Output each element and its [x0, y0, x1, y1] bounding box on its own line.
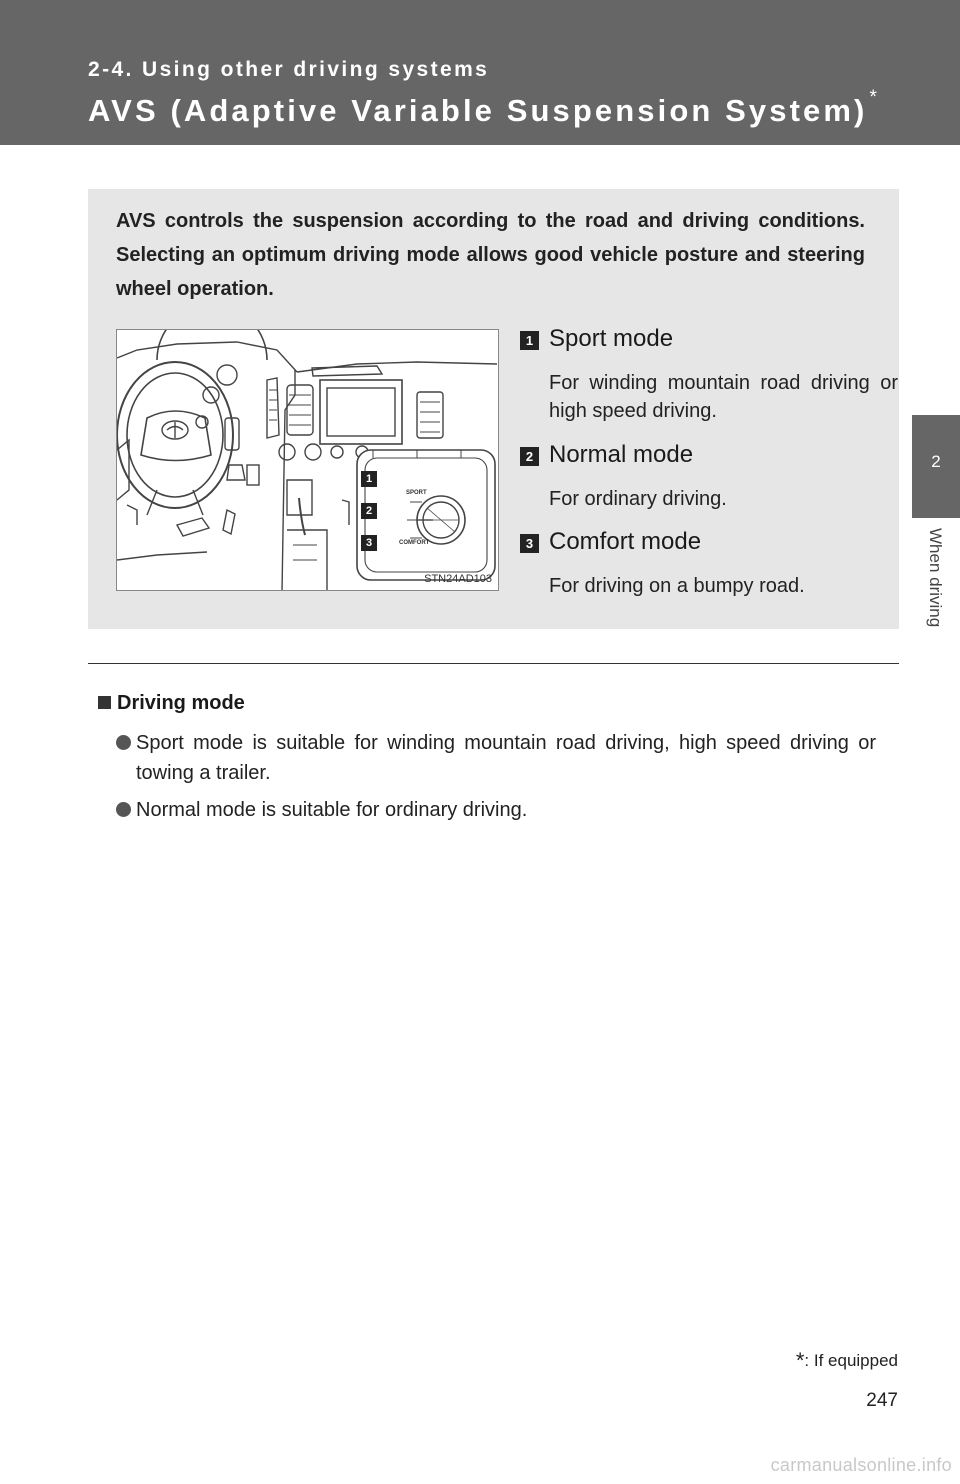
mode-title-normal: Normal mode	[549, 441, 694, 468]
dial-label-comfort: COMFORT	[399, 540, 430, 546]
page-title-text: AVS (Adaptive Variable Suspension System)	[88, 93, 868, 128]
page-title	[88, 87, 877, 129]
chapter-tab[interactable]	[912, 415, 960, 518]
mode-number-1: 1	[520, 331, 539, 350]
page-header	[0, 0, 960, 145]
figure-code: STN24AD103	[424, 573, 492, 585]
bullet-dot-icon	[116, 735, 131, 750]
dial-label-sport: SPORT	[406, 490, 427, 496]
bullet-item	[116, 795, 876, 825]
section-divider	[88, 663, 899, 664]
bullet-dot-icon	[116, 802, 131, 817]
page-number: 247	[866, 1390, 898, 1411]
driving-mode-heading-text: Driving mode	[117, 692, 245, 714]
mode-number-3: 3	[520, 534, 539, 553]
callout-3: 3	[361, 535, 377, 551]
title-asterisk: *	[869, 87, 877, 108]
footnote-asterisk: *	[795, 1348, 805, 1373]
chapter-label: When driving	[926, 528, 945, 628]
mode-desc-comfort: For driving on a bumpy road.	[549, 575, 805, 597]
dashboard-figure	[116, 329, 499, 591]
bullet-text: Normal mode is suitable for ordinary driving.	[136, 799, 528, 821]
bullet-text: Sport mode is suitable for winding mountain road driving, high speed driving or towing a trailer.	[136, 732, 876, 784]
section-label: 2-4. Using other driving systems	[88, 58, 490, 81]
info-box	[88, 189, 899, 629]
watermark: carmanualsonline.info	[770, 1455, 952, 1475]
footnote-text: : If equipped	[804, 1351, 898, 1370]
dashboard-illustration	[117, 330, 499, 591]
mode-title-comfort: Comfort mode	[549, 528, 702, 555]
mode-desc-sport: For winding mountain road driving or high speed driving.	[549, 372, 898, 422]
square-bullet-icon	[98, 696, 111, 709]
mode-number-2: 2	[520, 447, 539, 466]
mode-desc-normal: For ordinary driving.	[549, 488, 727, 510]
driving-mode-heading	[98, 692, 245, 715]
callout-2: 2	[361, 503, 377, 519]
bullet-item	[116, 728, 876, 788]
footnote	[796, 1346, 898, 1372]
intro-text: AVS controls the suspension according to the road and driving conditions. Selecting an optimum driving mode allows good vehicle posture and steering wheel operation.	[116, 210, 865, 300]
callout-1: 1	[361, 471, 377, 487]
mode-title-sport: Sport mode	[549, 325, 674, 352]
chapter-number: 2	[931, 452, 941, 471]
